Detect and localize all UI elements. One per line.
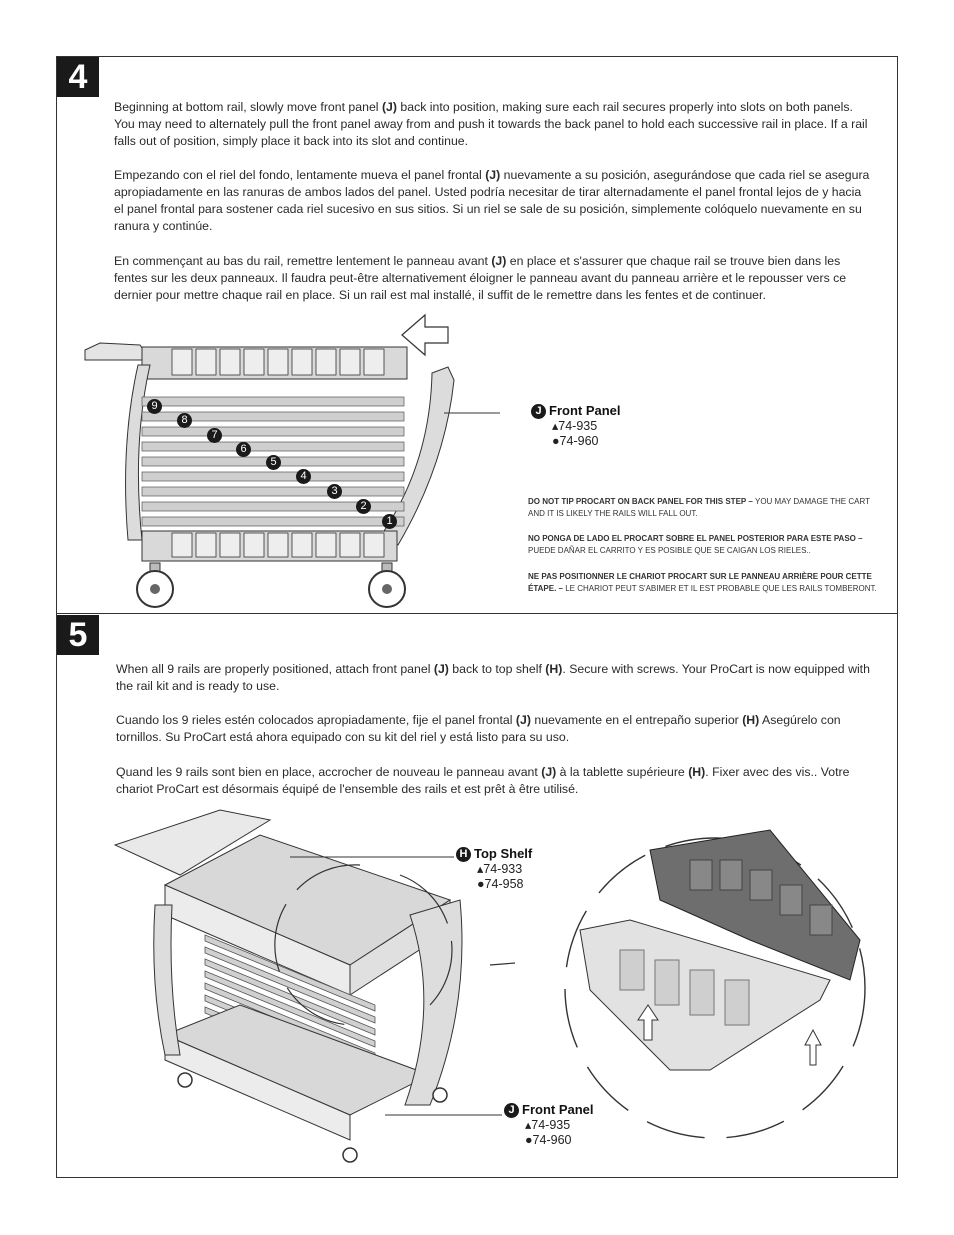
callout-title: Top Shelf bbox=[474, 846, 533, 861]
step-4-cart-illustration bbox=[80, 305, 500, 610]
part-number-2: ●74-960 bbox=[552, 434, 599, 449]
front-panel-callout-step4 bbox=[531, 403, 621, 449]
rail-number-5: 5 bbox=[266, 455, 281, 470]
callout-title: Front Panel bbox=[522, 1102, 594, 1117]
part-number-2: ●74-958 bbox=[477, 877, 524, 892]
step-4-text-fr: En commençant au bas du rail, remettre lentement le panneau avant (J) en place et s'assurer que chaque rail se trouve bien dans les fentes sur les deux panneaux. Il faudra peut-être alternativement éloigner le panneau avant du panneau arrière et le repousser vers ce dernier pour mettre chaque rail en place. Si un rail est mal installé, il suffit de le remettre dans les fentes et de continuer. bbox=[114, 254, 847, 302]
part-number-2: ●74-960 bbox=[525, 1133, 572, 1148]
step-divider bbox=[56, 613, 898, 614]
step-5-text-es: Cuando los 9 rieles estén colocados apropiadamente, fije el panel frontal (J) nuevamente en el entrepaño superior (H) Asegúrelo con tornillos. Su ProCart está ahora equipado con su kit del riel y está listo para su uso. bbox=[116, 713, 841, 744]
rail-number-9: 9 bbox=[147, 399, 162, 414]
rail-number-8: 8 bbox=[177, 413, 192, 428]
callout-title: Front Panel bbox=[549, 403, 621, 418]
rail-number-6: 6 bbox=[236, 442, 251, 457]
warning-fr: NE PAS POSITIONNER LE CHARIOT PROCART SUR LE PANNEAU ARRIÈRE POUR CETTE ÉTAPE. – LE CHARIOT PEUT S'ABIMER ET IL EST PROBABLE QUE LES RAILS TOMBERONT. bbox=[528, 572, 877, 593]
step-5-text-en: When all 9 rails are properly positioned, attach front panel (J) back to top shelf (H). Secure with screws. Your ProCart is now equipped with the rail kit and is ready to use. bbox=[116, 662, 870, 693]
warning-en: DO NOT TIP PROCART ON BACK PANEL FOR THIS STEP – YOU MAY DAMAGE THE CART AND IT IS LIKELY THE RAILS WILL FALL OUT. bbox=[528, 497, 870, 518]
step-5-text-fr: Quand les 9 rails sont bien en place, accrocher de nouveau le panneau avant (J) à la tablette supérieure (H). Fixer avec des vis.. Votre chariot ProCart est désormais équipé de l'ensemble des rails et est prêt à être utilisé. bbox=[116, 765, 850, 796]
step-4-text-en: Beginning at bottom rail, slowly move front panel (J) back into position, making sure each rail secures properly into slots on both panels. You may need to alternately pull the front panel away from and push it towards the back panel to hold each successive rail in place. If a rail falls out of position, simply place it back into its slot and continue. bbox=[114, 100, 868, 148]
part-badge-h: H bbox=[456, 847, 471, 862]
push-arrow-icon bbox=[402, 315, 448, 355]
front-panel-callout-step5 bbox=[504, 1102, 594, 1148]
rail-number-2: 2 bbox=[356, 499, 371, 514]
rail-number-4: 4 bbox=[296, 469, 311, 484]
wheel-icon bbox=[137, 563, 405, 607]
up-arrow-icon-2 bbox=[805, 1030, 821, 1065]
part-number-1: ▴74-935 bbox=[552, 419, 598, 434]
rail-number-1: 1 bbox=[382, 514, 397, 529]
top-shelf-callout bbox=[456, 846, 532, 892]
rail-number-7: 7 bbox=[207, 428, 222, 443]
rail-number-3: 3 bbox=[327, 484, 342, 499]
part-number-1: ▴74-935 bbox=[525, 1118, 571, 1133]
step-4-number: 4 bbox=[57, 57, 99, 97]
step-4-text-es: Empezando con el riel del fondo, lentamente mueva el panel frontal (J) nuevamente a su posición, asegurándose que cada riel se asegura apropiadamente en las ranuras de ambos lados del panel. Usted podría necesitar de tirar alternadamente el panel frontal lejos de y hacia el panel frontal para sostener cada riel sucesivo en sus sitios. Si un riel se sale de su posición, simplemente colóquelo nuevamente en su ranura y continúe. bbox=[114, 168, 870, 233]
part-badge-j: J bbox=[531, 404, 546, 419]
warning-es: NO PONGA DE LADO EL PROCART SOBRE EL PANEL POSTERIOR PARA ESTE PASO – PUEDE DAÑAR EL CARRITO Y ES POSIBLE QUE SE CAIGAN LOS RIELES.. bbox=[528, 534, 863, 555]
part-number-1: ▴74-933 bbox=[477, 862, 523, 877]
step-5-number: 5 bbox=[57, 615, 99, 655]
part-badge-j: J bbox=[504, 1103, 519, 1118]
detail-closeup-illustration bbox=[550, 820, 880, 1160]
